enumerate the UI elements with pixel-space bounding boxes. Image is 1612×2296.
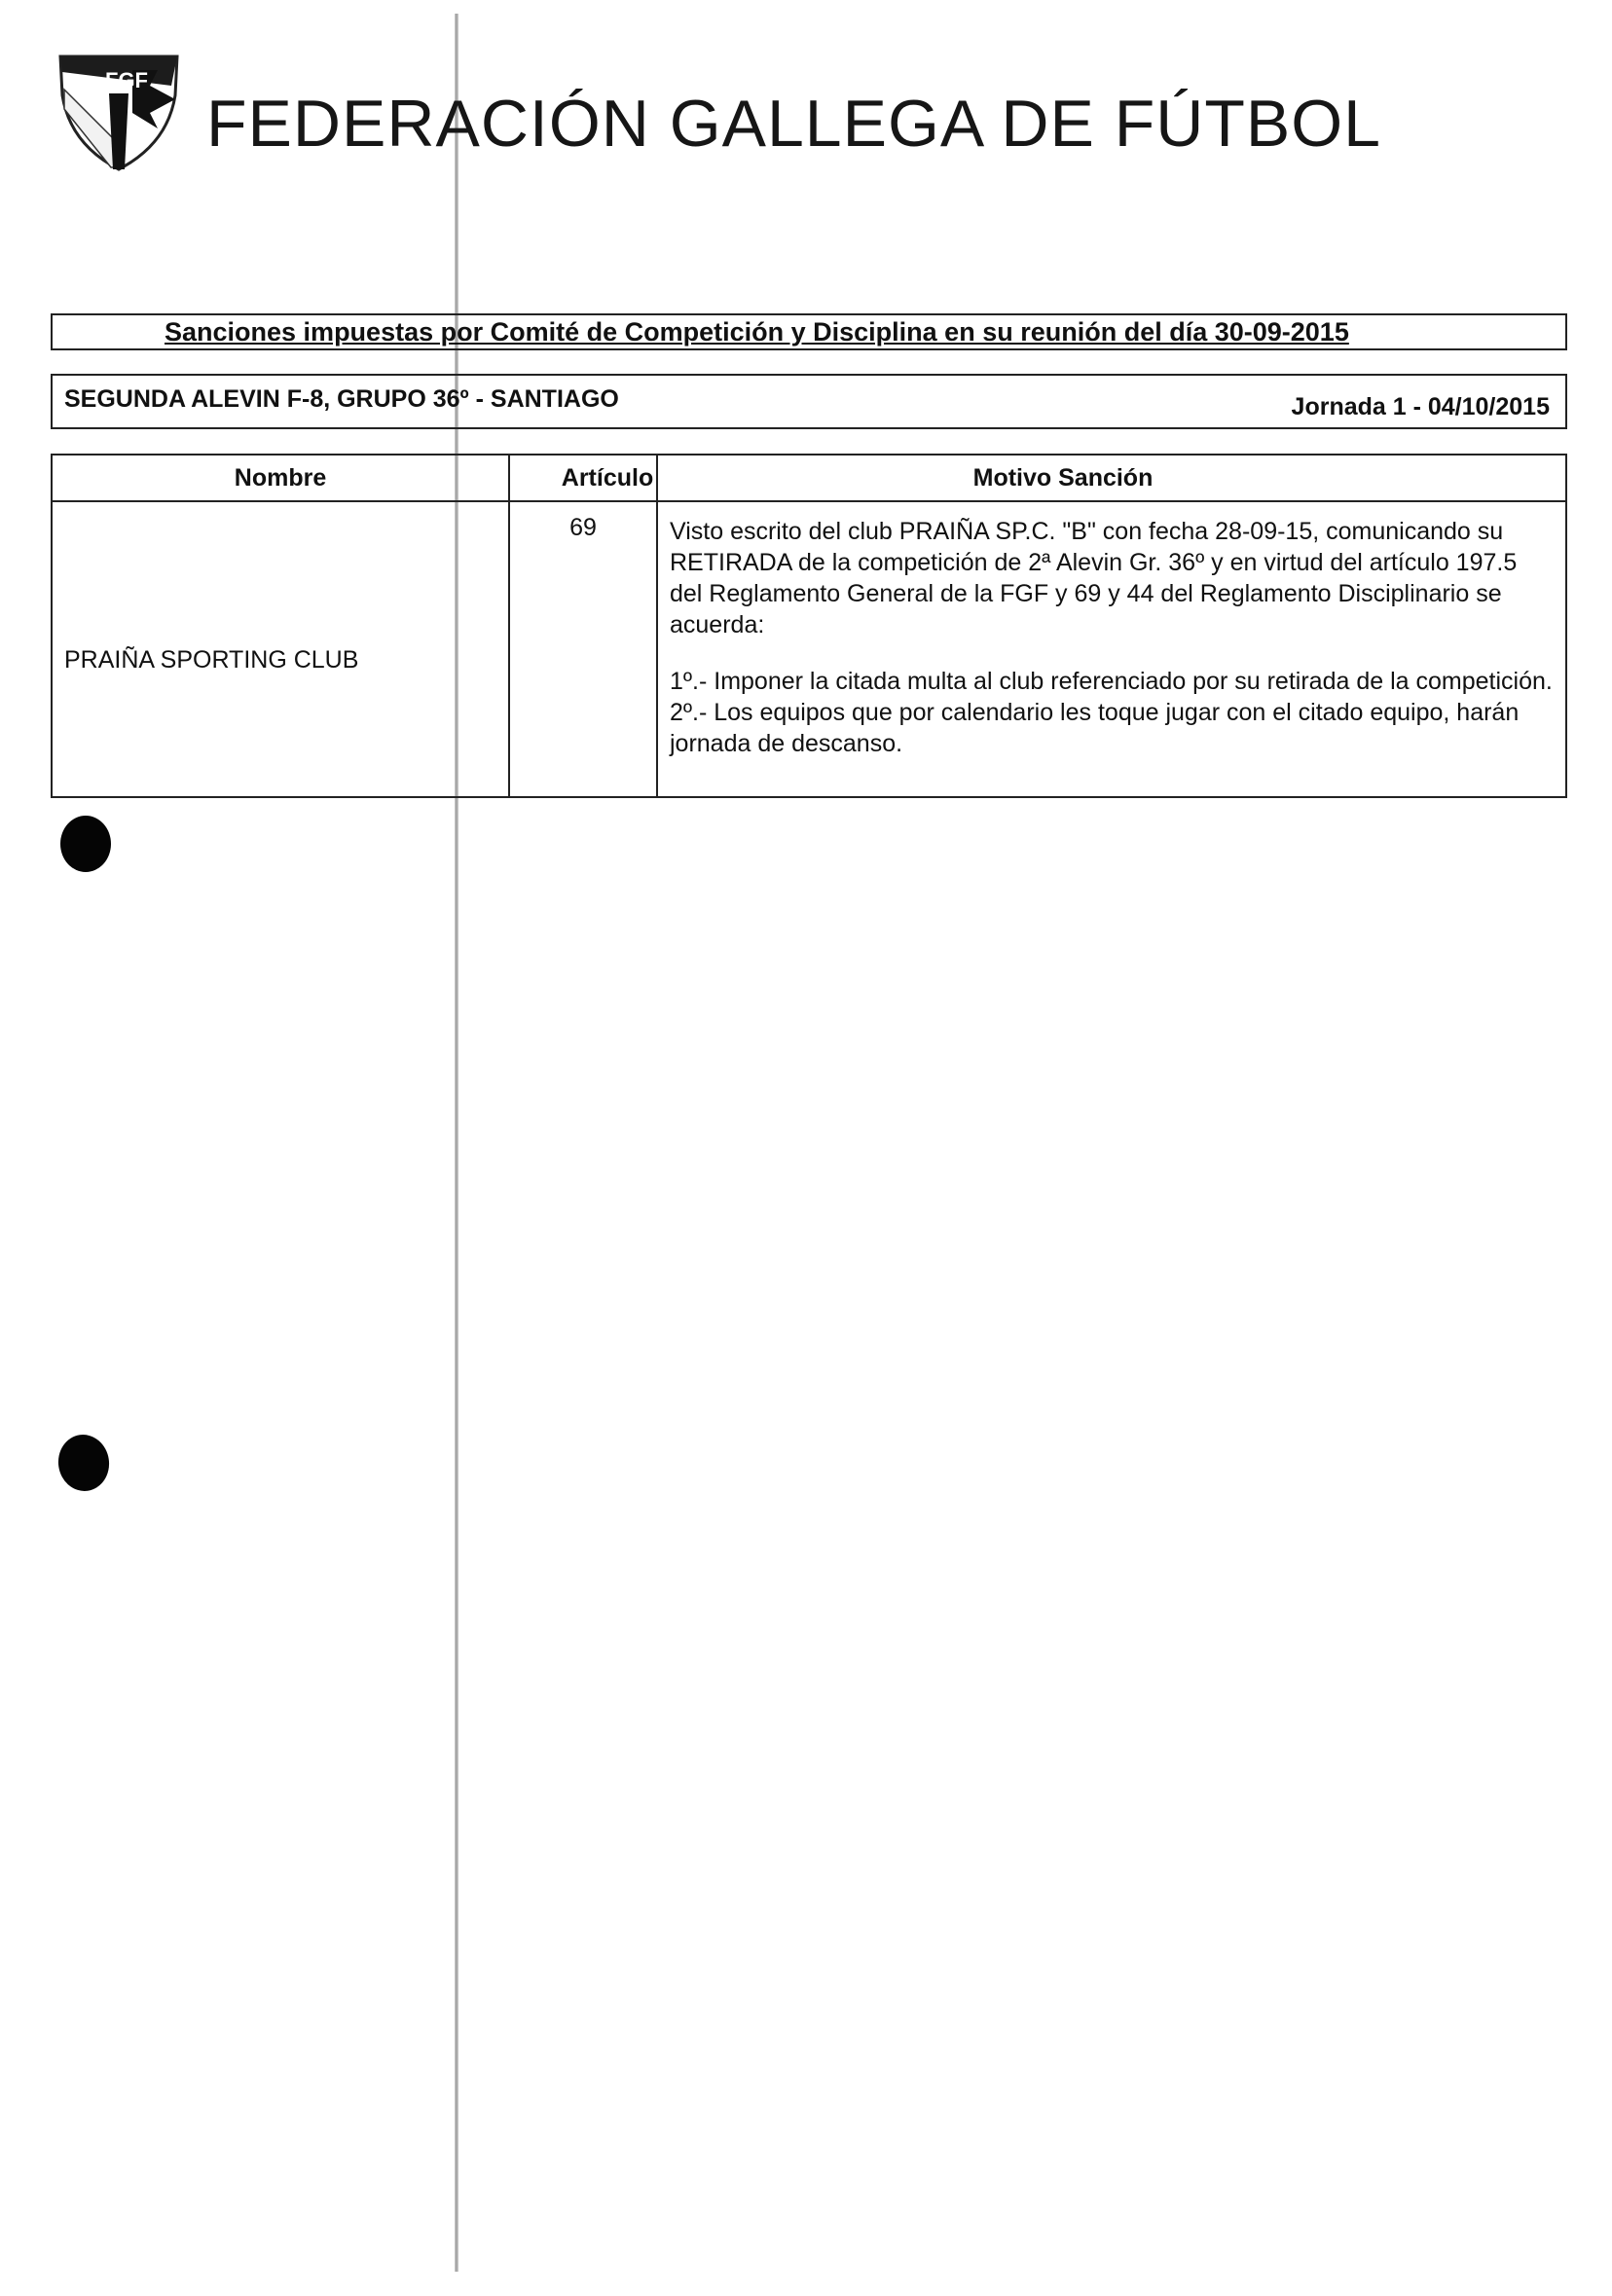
federation-title: FEDERACIÓN GALLEGA DE FÚTBOL [206, 87, 1381, 161]
sanction-reason [657, 501, 1566, 797]
jornada-label: Jornada 1 - 04/10/2015 [1291, 393, 1550, 420]
column-header-articulo: Artículo [509, 455, 657, 501]
competition-header [51, 374, 1567, 429]
punch-hole-bottom [55, 1432, 113, 1495]
reason-paragraph: Visto escrito del club PRAIÑA SP.C. "B" con fecha 28-09-15, comunicando su RETIRADA de la competición de 2ª Alevin Gr. 36º y en virtud del artículo 197.5 del Reglamento General de la FGF y 69 y 44 del Reglamento Disciplinario se acuerda: [670, 518, 1518, 638]
scan-fold-line [455, 14, 458, 2272]
category-label: SEGUNDA ALEVIN F-8, GRUPO 36º - SANTIAGO [64, 385, 619, 413]
sanctions-table [51, 454, 1567, 798]
article-number: 69 [509, 501, 657, 797]
logo-lettering: FGF [105, 68, 148, 92]
column-header-motivo: Motivo Sanción [657, 455, 1566, 501]
table-row [52, 501, 1566, 797]
paragraph-spacer [670, 640, 1556, 666]
fgf-shield-logo [53, 51, 185, 175]
session-text: Sanciones impuestas por Comité de Competición y Disciplina en su reunión del día 30-09-2015 [165, 317, 1349, 346]
punch-hole-top [60, 816, 111, 872]
session-banner [51, 313, 1567, 350]
column-header-nombre: Nombre [52, 455, 509, 501]
table-header-row [52, 455, 1566, 501]
club-name: PRAIÑA SPORTING CLUB [52, 501, 509, 797]
reason-item-1: 1º.- Imponer la citada multa al club referenciado por su retirada de la competición. [670, 668, 1553, 695]
reason-item-2: 2º.- Los equipos que por calendario les toque jugar con el citado equipo, harán jornada de descanso. [670, 699, 1520, 757]
